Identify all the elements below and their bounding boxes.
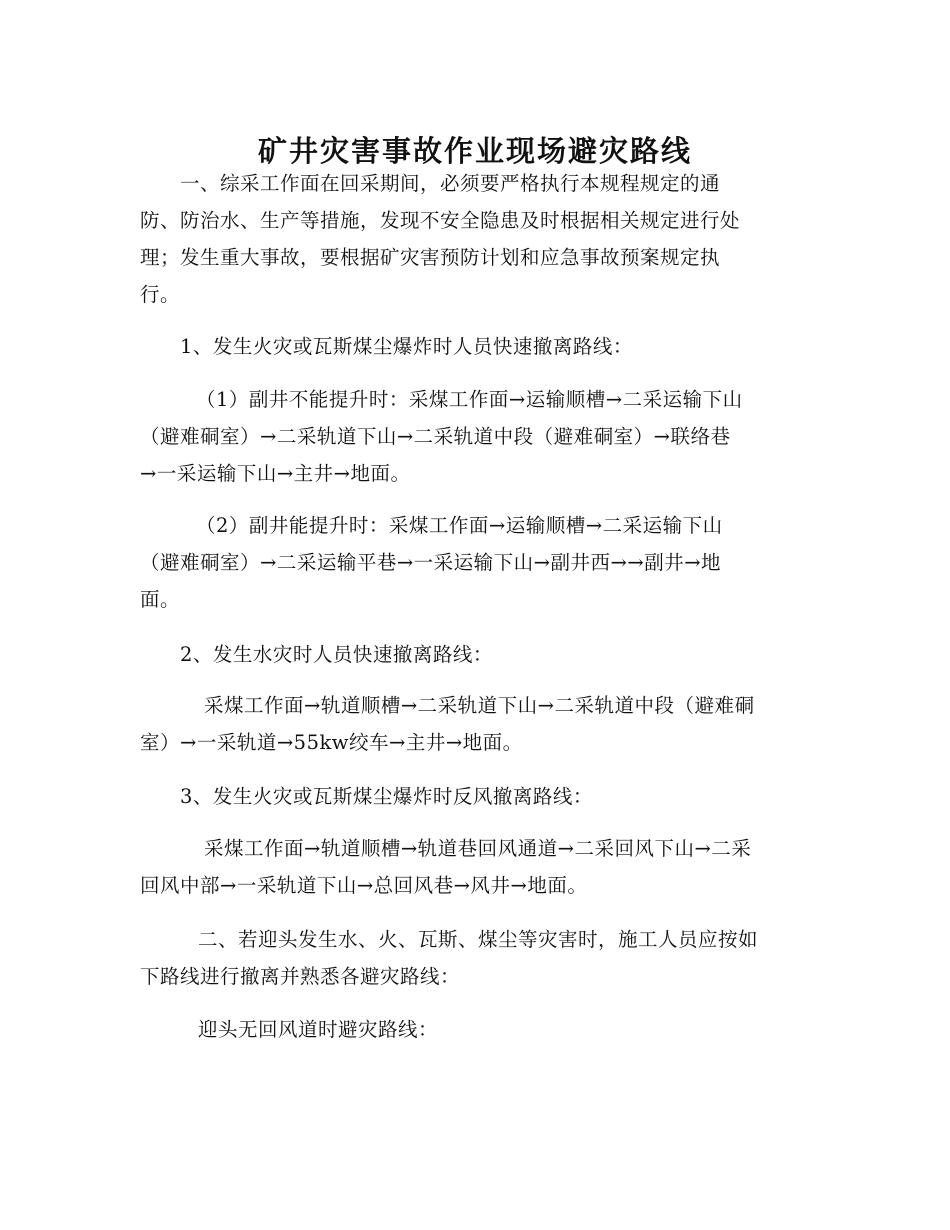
document-title: 矿井灾害事故作业现场避灾路线 [257, 134, 692, 169]
text-line: 采煤工作面→轨道顺槽→二采轨道下山→二采轨道中段（避难硐 [204, 694, 755, 717]
text-line: 理；发生重大事故，要根据矿灾害预防计划和应急事故预案规定执 [140, 246, 721, 269]
paragraph-intro [140, 165, 820, 313]
text-line: 一、综采工作面在回采期间，必须要严格执行本规程规定的通 [180, 172, 721, 195]
text-line: 1、发生火灾或瓦斯煤尘爆炸时人员快速撤离路线： [180, 335, 633, 358]
text-line: 二、若迎头发生水、火、瓦斯、煤尘等灾害时，施工人员应按如 [198, 928, 759, 951]
text-line: 回风中部→一采轨道下山→总回风巷→风井→地面。 [140, 874, 588, 897]
text-line: （2）副井能提升时：采煤工作面→运输顺槽→二采运输下山 [196, 514, 723, 537]
heading-no-return-air-route [140, 1011, 820, 1048]
text-line: →一采运输下山→主井→地面。 [140, 462, 411, 485]
text-line: 2、发生水灾时人员快速撤离路线： [180, 643, 493, 666]
paragraph-route-hoist-available [140, 507, 820, 618]
text-line: 采煤工作面→轨道顺槽→轨道巷回风通道→二采回风下山→二采 [204, 837, 752, 860]
paragraph-route-hoist-unavailable [140, 381, 820, 492]
text-line: 3、发生火灾或瓦斯煤尘爆炸时反风撤离路线： [180, 785, 593, 808]
text-line: 防、防治水、生产等措施，发现不安全隐患及时根据相关规定进行处 [140, 209, 741, 232]
text-line: （避难硐室）→二采轨道下山→二采轨道中段（避难硐室）→联络巷 [140, 425, 731, 448]
text-line: （避难硐室）→二采运输平巷→一采运输下山→副井西→→副井→地 [140, 551, 722, 574]
heading-fire-gas-evacuation [140, 328, 820, 365]
text-line: （1）副井不能提升时：采煤工作面→运输顺槽→二采运输下山 [196, 388, 743, 411]
text-line: 行。 [140, 283, 181, 306]
heading-section-two [140, 921, 820, 995]
text-line: 迎头无回风道时避灾路线： [198, 1018, 439, 1041]
text-line: 面。 [140, 588, 181, 611]
text-line: 下路线进行撤离并熟悉各避灾路线： [140, 965, 461, 988]
text-line: 室）→一采轨道→55kw绞车→主井→地面。 [140, 731, 523, 754]
heading-reverse-air-evacuation [140, 778, 820, 815]
heading-water-evacuation [140, 636, 820, 673]
paragraph-route-water [140, 687, 820, 761]
paragraph-route-reverse-air [140, 830, 820, 904]
